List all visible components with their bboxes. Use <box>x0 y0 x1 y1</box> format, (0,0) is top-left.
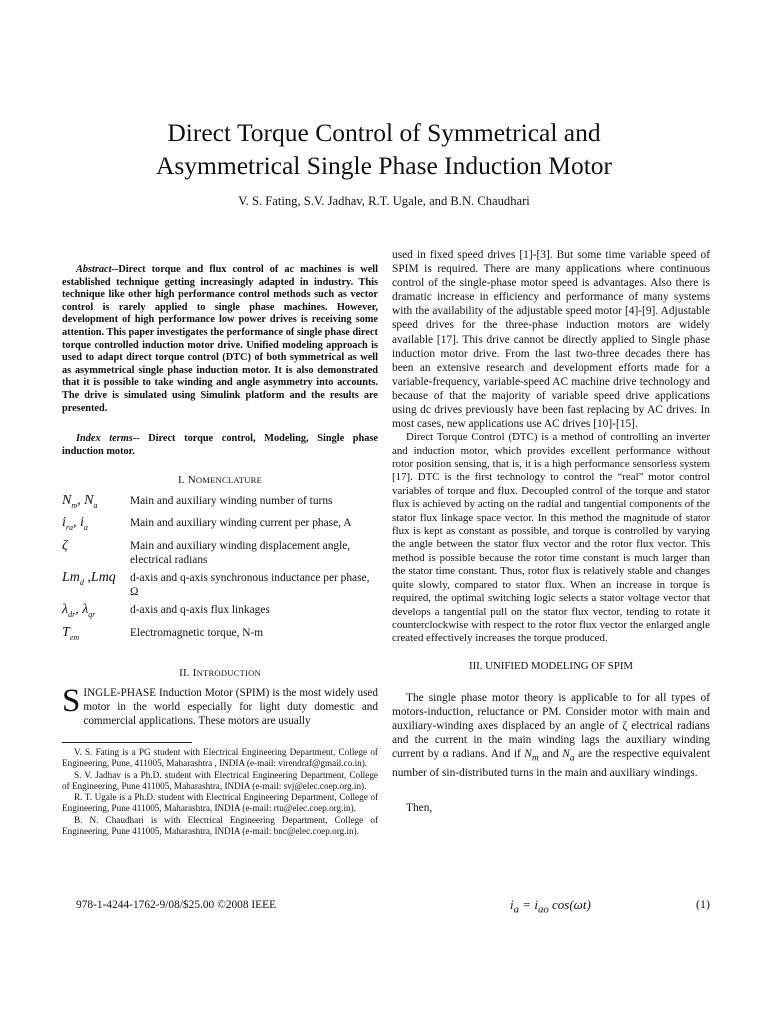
nomenclature-list <box>62 494 378 645</box>
right-paragraph-1: used in fixed speed drives [1]-[3]. But some time variable speed of SPIM is required. There are many applications where continuous control of the single-phase motor speed is advantages. Also there is dramatic increase in efficiency and performance of many systems with the availability of the adjustable speed motor [4]-[9]. Adjustable speed drives for the three-phase induction motors are widely available [17]. This drive cannot be directly applied to Single phase induction motor drive. From the last two-three decades there has been an extensive research and development efforts made for a variable-frequency, variable-speed AC machine drive technology and because of that the majority of variable speed drive applications using dc drives previously have been fast replacing by AC drives. In most cases, new applications use AC drives [10]-[15]. <box>392 249 710 431</box>
footnote: S. V. Jadhav is a Ph.D. student with Electrical Engineering Department, College of Engineering, Pune 411005, Maharashtra, INDIA (e-mail: svj@elec.coep.org.in). <box>62 769 378 791</box>
introduction-heading-num: II. <box>179 666 193 679</box>
nomenclature-desc: Main and auxiliary winding displacement angle, electrical radians <box>130 540 351 567</box>
equation-1-expression: $i_a = i_{ao}$ cos(ωt) <box>510 897 591 916</box>
abstract <box>62 264 378 415</box>
abstract-text: --Direct torque and flux control of ac machines is well established technique getting increasingly adapted in industry. This technique like other high performance control methods such as vector control is rarely applied to single phase machines. However, development of high performance low power drives is receiving some attention. This paper investigates the performance of single phase direct torque controlled induction motor drive. Unified modeling approach is used to adapt direct torque control (DTC) of both symmetrical as well as asymmetrical single phase induction motor. It is also demonstrated that it is possible to take winding and angle asymmetry into accounts. The drive is simulated using Simulink platform and the results are presented. <box>62 264 378 414</box>
section-3-heading: III. UNIFIED MODELING OF SPIM <box>468 659 634 672</box>
index-terms-lead: Index terms <box>76 433 133 445</box>
right-paragraph-3: The single phase motor theory is applicable to for all types of motors-induction, reluctance or PM. Consider motor with main and auxiliary-winding axes displaced by an angle of ζ electrical radians and the current in the main winding lags the auxiliary winding current by α radians. And if $N_m$ and $N_a$ are the respective equivalent number of sin-distributed turns in the main and auxiliary windings. <box>392 691 710 779</box>
index-terms-text: -- Direct torque control, Modeling, Single phase induction motor. <box>62 433 378 457</box>
title-line-1: Direct Torque Control of Symmetrical and <box>167 118 601 147</box>
nomenclature-symbol: $Lm_d$ ,Lmq <box>62 570 116 587</box>
nomenclature-desc: Main and auxiliary winding number of turns <box>130 494 333 507</box>
nomenclature-desc: Electromagnetic torque, N-m <box>130 626 264 639</box>
isbn-copyright: 978-1-4244-1762-9/08/$25.00 ©2008 IEEE <box>76 899 277 911</box>
nomenclature-heading-rest: OMENCLATURE <box>195 475 263 486</box>
nomenclature-desc: d-axis and q-axis synchronous inductance per phase, Ω <box>130 572 370 599</box>
drop-cap: S <box>62 682 81 719</box>
footnote-rule <box>62 742 192 743</box>
nomenclature-heading-first: N <box>187 474 196 487</box>
nomenclature-symbol: $T_{em}$ <box>62 624 80 642</box>
introduction-heading-rest: NTRODUCTION <box>196 667 261 678</box>
footnote: R. T. Ugale is a Ph.D. student with Electrical Engineering Department, College of Engineering, Pune 411005, Maharashtra, INDIA (e-mail: rtu@elec.coep.org.in). <box>62 792 378 814</box>
paper-title <box>40 116 728 182</box>
then-text: Then, <box>406 801 433 814</box>
nomenclature-symbol: $\lambda_{dr}$, $\lambda_{qr}$ <box>62 602 96 619</box>
introduction-heading <box>62 667 378 680</box>
footnote: B. N. Chaudhari is with Electrical Engineering Department, College of Engineering, Pune 411005, Maharashtra, INDIA (e-mail: bnc@elec.coep.org.in). <box>62 814 378 836</box>
introduction-heading-first: I <box>192 666 197 679</box>
index-terms <box>62 433 378 458</box>
footnote: V. S. Fating is a PG student with Electrical Engineering Department, College of Engineering, Pune, 411005, Maharashtra , INDIA (e-mail: virendraf@gmail.co.in). <box>62 746 378 769</box>
nomenclature-heading-num: I. <box>177 474 188 487</box>
nomenclature-symbol: $i_{ra}$, $i_a$ <box>62 515 88 533</box>
nomenclature-heading <box>62 474 378 487</box>
title-line-2: Asymmetrical Single Phase Induction Motor <box>155 151 613 180</box>
left-column <box>62 248 378 837</box>
introduction-paragraph <box>62 682 378 728</box>
right-column <box>392 248 710 815</box>
author-list: V. S. Fating, S.V. Jadhav, R.T. Ugale, and B.N. Chaudhari <box>238 194 530 208</box>
introduction-text: INGLE-PHASE Induction Motor (SPIM) is the most widely used motor in the world especially for light duty domestic and commercial applications. These motors are usually <box>83 686 378 727</box>
nomenclature-desc: d-axis and q-axis flux linkages <box>130 604 270 617</box>
nomenclature-desc: Main and auxiliary winding current per phase, A <box>130 517 352 530</box>
abstract-lead: Abstract <box>76 264 112 275</box>
equation-1-number: (1) <box>696 897 710 911</box>
right-paragraph-2: Direct Torque Control (DTC) is a method of controlling an inverter and induction motor, which provides excellent performance without rotor position sensing, that is, it is a high performance sensorless system [17]. DTC is the first technology to control the “real” motor control variables of torque and flux. Decoupled control of the torque and stator flux is achieved by acting on the radial and tangential components of the stator flux linkage space vector. In this method the magnitude of stator flux is kept as constant as possible, and torque is controlled by varying the angle between the stator flux vector and the rotor flux vector. This method is possible because the rotor time constant is much larger than the stator time constant. Thus, rotor flux is relatively stable and changes quite slowly, compared to stator flux. When an increase in torque is required, the optimal switching logic selects a stator voltage vector that develops a tangential pull on the stator flux vector, tending to rotate it counterclockwise with respect to the rotor flux vector the enlarged angle created effectively increases the torque produced. <box>392 431 710 645</box>
nomenclature-symbol: $N_m$, $N_a$ <box>62 492 98 510</box>
nomenclature-symbol: ζ <box>62 538 68 554</box>
